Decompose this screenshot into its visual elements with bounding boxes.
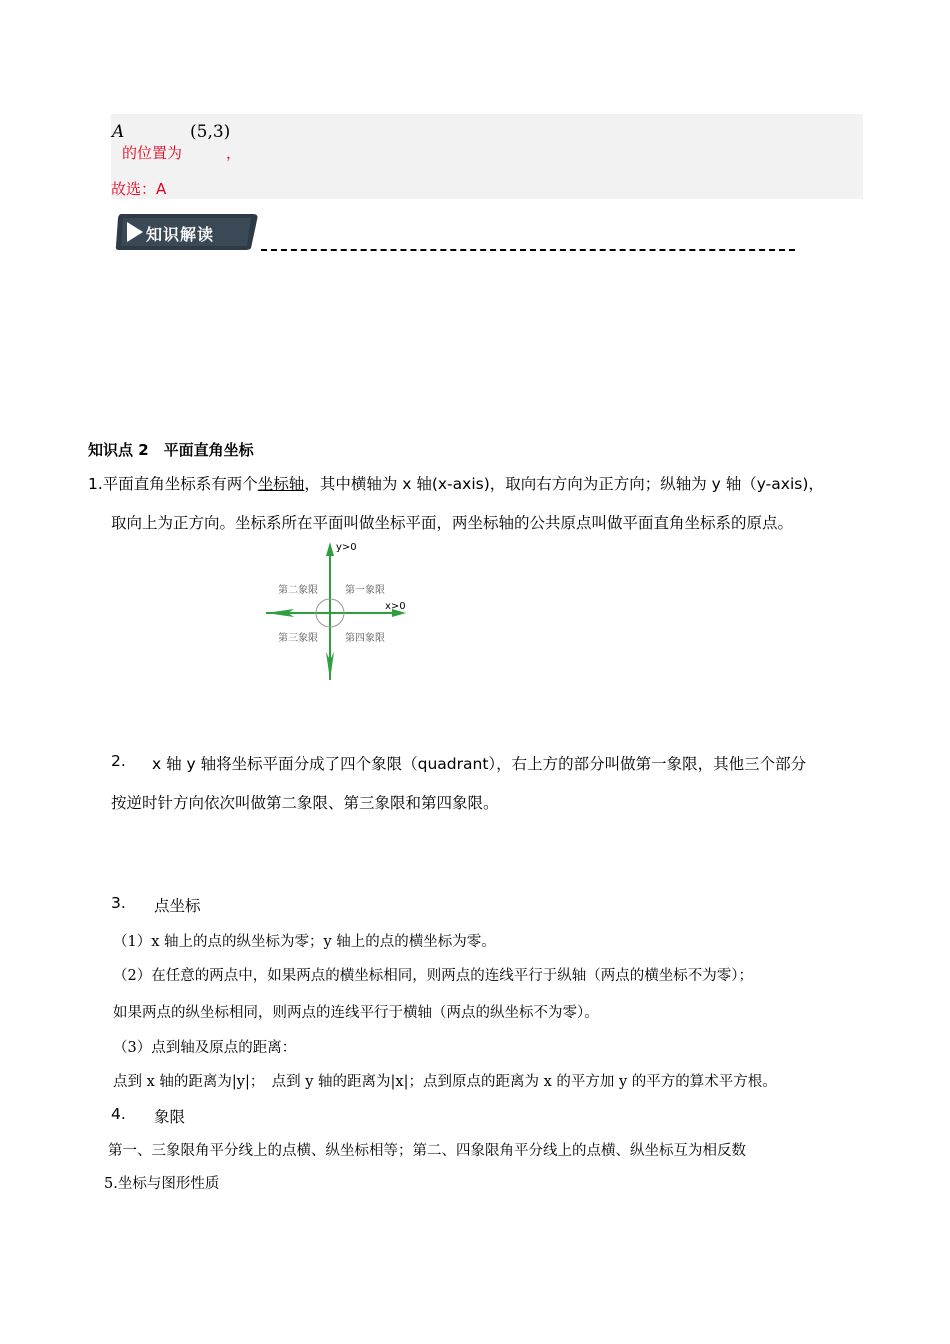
point-3-item-2a: （2）在任意的两点中，如果两点的横坐标相同，则两点的连线平行于纵轴（两点的横坐标不为零）；	[113, 968, 753, 984]
choice-text: 故选：A	[111, 180, 167, 198]
dashed-divider	[261, 249, 795, 251]
paragraph-1-line-1: 1.平面直角坐标系有两个坐标轴，其中横轴为 x 轴(x-axis)，取向右方向为正方向；纵轴为 y 轴（y-axis)，	[88, 475, 824, 493]
point-3-item-3: （3）点到轴及原点的距离：	[113, 1040, 297, 1056]
quadrant-4-label: 第四象限	[345, 633, 385, 644]
paragraph-1-line-2: 取向上为正方向。坐标系所在平面叫做坐标平面，两坐标轴的公共原点叫做平面直角坐标系的原点。	[111, 514, 794, 532]
banner-label: 知识解读	[146, 225, 215, 244]
section-heading: 知识点 2 平面直角坐标	[88, 441, 254, 459]
point-3-item-2b: 如果两点的纵坐标相同，则两点的连线平行于横轴（两点的纵坐标不为零）。	[113, 1005, 599, 1021]
position-text: 的位置为	[122, 144, 183, 162]
axis-term: 坐标轴	[257, 475, 305, 493]
point-2-number: 2.	[111, 752, 126, 770]
comma-text: ，	[226, 144, 242, 162]
point-3-title: 点坐标	[154, 897, 201, 915]
point-4-number: 4.	[111, 1105, 126, 1123]
point-4-title: 象限	[154, 1108, 186, 1126]
y-axis-label: y>0	[336, 542, 357, 553]
point-4-text: 第一、三象限角平分线上的点横、纵坐标相等；第二、四象限角平分线上的点横、纵坐标互为相反数	[108, 1143, 746, 1159]
coordinate-value: (5,3)	[190, 122, 231, 142]
point-2-line-2: 按逆时针方向依次叫做第二象限、第三象限和第四象限。	[111, 794, 499, 812]
y-arrow	[326, 542, 334, 556]
quadrant-diagram	[262, 540, 412, 685]
quadrant-2-label: 第二象限	[278, 585, 318, 596]
x-axis-label: x>0	[385, 601, 406, 612]
point-2-line-1: x 轴 y 轴将坐标平面分成了四个象限（quadrant），右上方的部分叫做第一象限，其他三个部分	[152, 755, 807, 773]
point-3-item-1: （1）x 轴上的点的纵坐标为零；y 轴上的点的横坐标为零。	[113, 934, 496, 950]
point-5-text: 5.坐标与图形性质	[104, 1176, 220, 1192]
point-3-item-3-detail: 点到 x 轴的距离为|y|； 点到 y 轴的距离为|x|；点到原点的距离为 x 的平方加 y 的平方的算术平方根。	[113, 1074, 777, 1090]
variable-a: A	[112, 122, 125, 142]
quadrant-3-label: 第三象限	[278, 633, 318, 644]
point-3-number: 3.	[111, 894, 126, 912]
quadrant-1-label: 第一象限	[345, 585, 385, 596]
